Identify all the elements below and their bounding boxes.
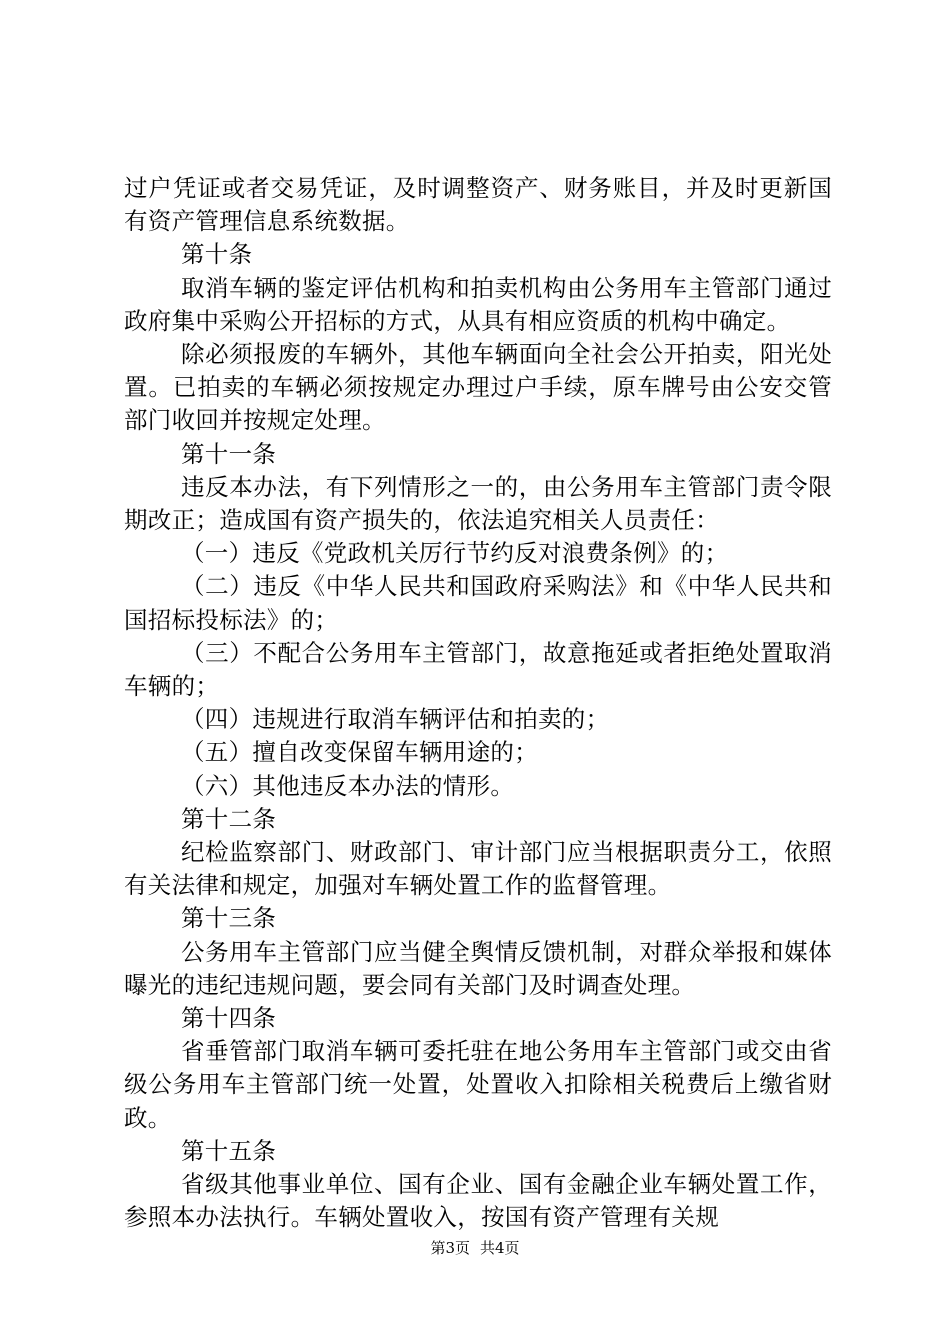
paragraph: 公务用车主管部门应当健全舆情反馈机制，对群众举报和媒体曝光的违纪违规问题，要会同有关部门及时调查处理。 — [124, 937, 832, 999]
paragraph: 纪检监察部门、财政部门、审计部门应当根据职责分工，依照有关法律和规定，加强对车辆处置工作的监督管理。 — [124, 838, 832, 900]
paragraph: 违反本办法，有下列情形之一的，由公务用车主管部门责令限期改正；造成国有资产损失的，依法追究相关人员责任： — [124, 472, 832, 535]
list-item: （六）其他违反本办法的情形。 — [181, 771, 515, 800]
page-number: 第3页 — [430, 1239, 470, 1257]
article-heading: 第十一条 — [181, 439, 277, 468]
paragraph: 除必须报废的车辆外，其他车辆面向全社会公开拍卖，阳光处置。已拍卖的车辆必须按规定办理过户手续，原车牌号由公安交管部门收回并按规定处理。 — [124, 340, 832, 435]
list-item: （四）违规进行取消车辆评估和拍卖的； — [181, 705, 610, 734]
article-heading: 第十二条 — [181, 804, 277, 833]
article-heading: 第十条 — [181, 240, 253, 269]
page-total: 共4页 — [480, 1239, 520, 1257]
document-body — [124, 172, 832, 1235]
paragraph: 过户凭证或者交易凭证，及时调整资产、财务账目，并及时更新国有资产管理信息系统数据。 — [124, 174, 832, 236]
page-footer — [0, 1238, 950, 1258]
paragraph: 取消车辆的鉴定评估机构和拍卖机构由公务用车主管部门通过政府集中采购公开招标的方式，从具有相应资质的机构中确定。 — [124, 273, 832, 335]
article-heading: 第十五条 — [181, 1136, 277, 1165]
list-item: （二）违反《中华人民共和国政府采购法》和《中华人民共和国招标投标法》的； — [124, 572, 832, 634]
paragraph: 省垂管部门取消车辆可委托驻在地公务用车主管部门或交由省级公务用车主管部门统一处置，处置收入扣除相关税费后上缴省财政。 — [124, 1037, 832, 1132]
paragraph: 省级其他事业单位、国有企业、国有金融企业车辆处置工作，参照本办法执行。车辆处置收入，按国有资产管理有关规 — [124, 1170, 832, 1232]
list-item: （一）违反《党政机关厉行节约反对浪费条例》的； — [181, 539, 729, 568]
article-heading: 第十三条 — [181, 904, 277, 933]
list-item: （三）不配合公务用车主管部门，故意拖延或者拒绝处置取消车辆的； — [124, 638, 832, 701]
article-heading: 第十四条 — [181, 1004, 277, 1033]
list-item: （五）擅自改变保留车辆用途的； — [181, 738, 538, 767]
